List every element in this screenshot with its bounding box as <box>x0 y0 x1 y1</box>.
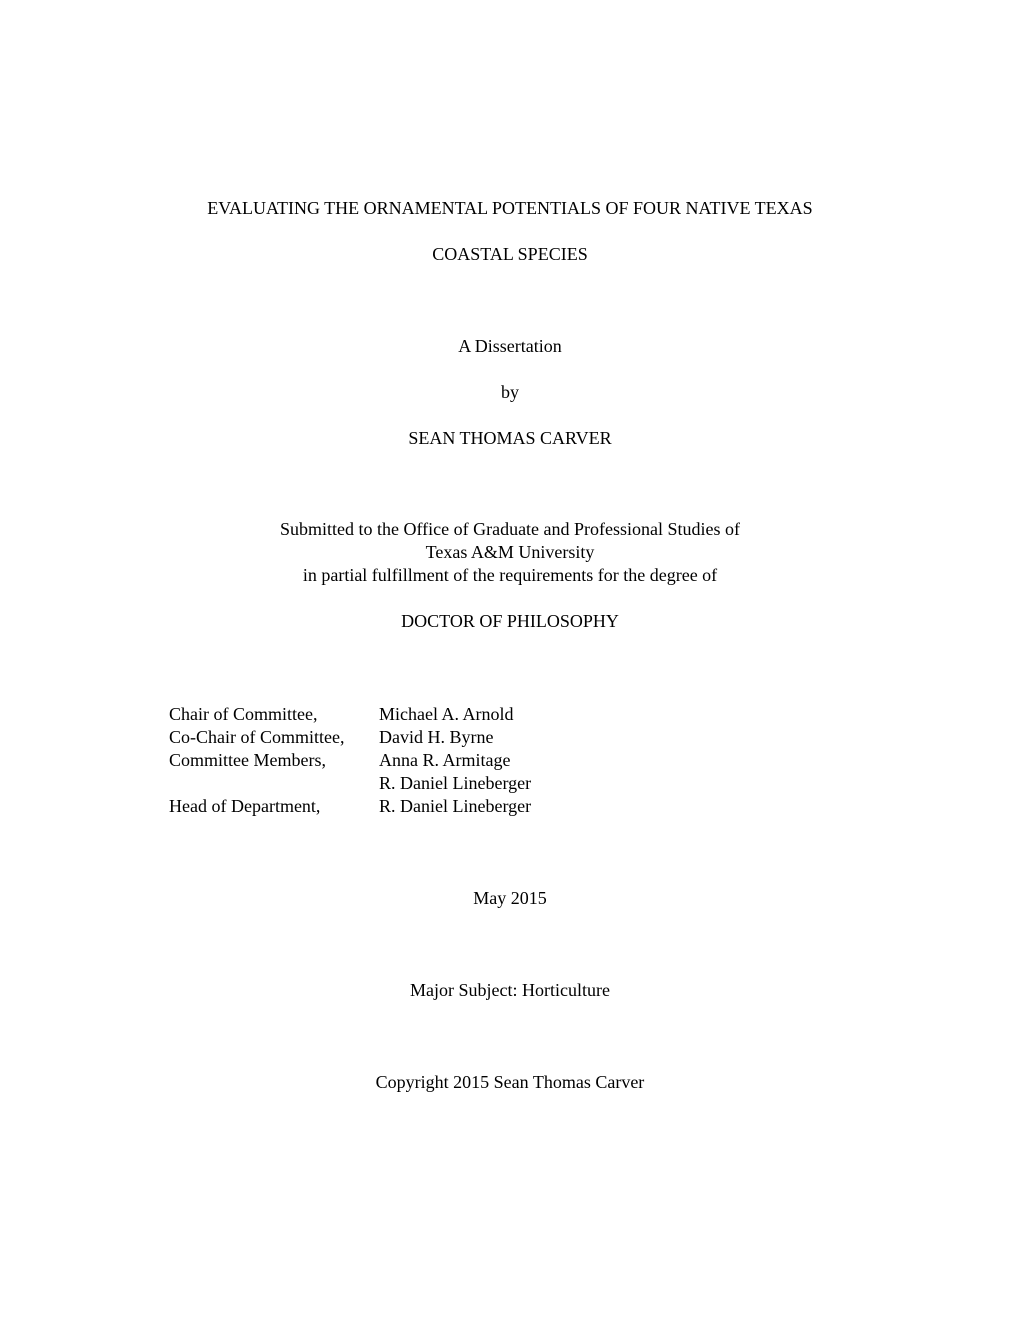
submission-line-3: in partial fulfillment of the requirements for the degree of <box>302 565 718 585</box>
title-line-1: EVALUATING THE ORNAMENTAL POTENTIALS OF FOUR NATIVE TEXAS <box>207 198 813 218</box>
committee-list <box>169 703 531 818</box>
author-name: SEAN THOMAS CARVER <box>408 428 612 448</box>
committee-name: Anna R. Armitage <box>379 750 511 770</box>
committee-role: Committee Members, <box>169 750 326 770</box>
title-line-2: COASTAL SPECIES <box>432 244 588 264</box>
document-type: A Dissertation <box>458 336 562 356</box>
degree: DOCTOR OF PHILOSOPHY <box>401 611 619 631</box>
committee-role: Head of Department, <box>169 796 321 816</box>
major-subject: Major Subject: Horticulture <box>410 980 610 1000</box>
submission-line-2: Texas A&M University <box>425 542 595 562</box>
by-line: by <box>501 382 519 402</box>
committee-name: Michael A. Arnold <box>379 704 514 724</box>
committee-name: David H. Byrne <box>379 727 494 747</box>
committee-name: R. Daniel Lineberger <box>379 796 532 816</box>
committee-role: Co-Chair of Committee, <box>169 727 345 747</box>
committee-role <box>169 772 379 795</box>
committee-row <box>169 726 531 749</box>
copyright: Copyright 2015 Sean Thomas Carver <box>375 1072 645 1092</box>
submission-line-1: Submitted to the Office of Graduate and Professional Studies of <box>279 519 741 539</box>
committee-row <box>169 749 531 772</box>
committee-role: Chair of Committee, <box>169 704 318 724</box>
committee-row <box>169 703 531 726</box>
date: May 2015 <box>473 888 547 908</box>
committee-name: R. Daniel Lineberger <box>379 773 532 793</box>
committee-row <box>169 795 531 818</box>
committee-row <box>169 772 531 795</box>
